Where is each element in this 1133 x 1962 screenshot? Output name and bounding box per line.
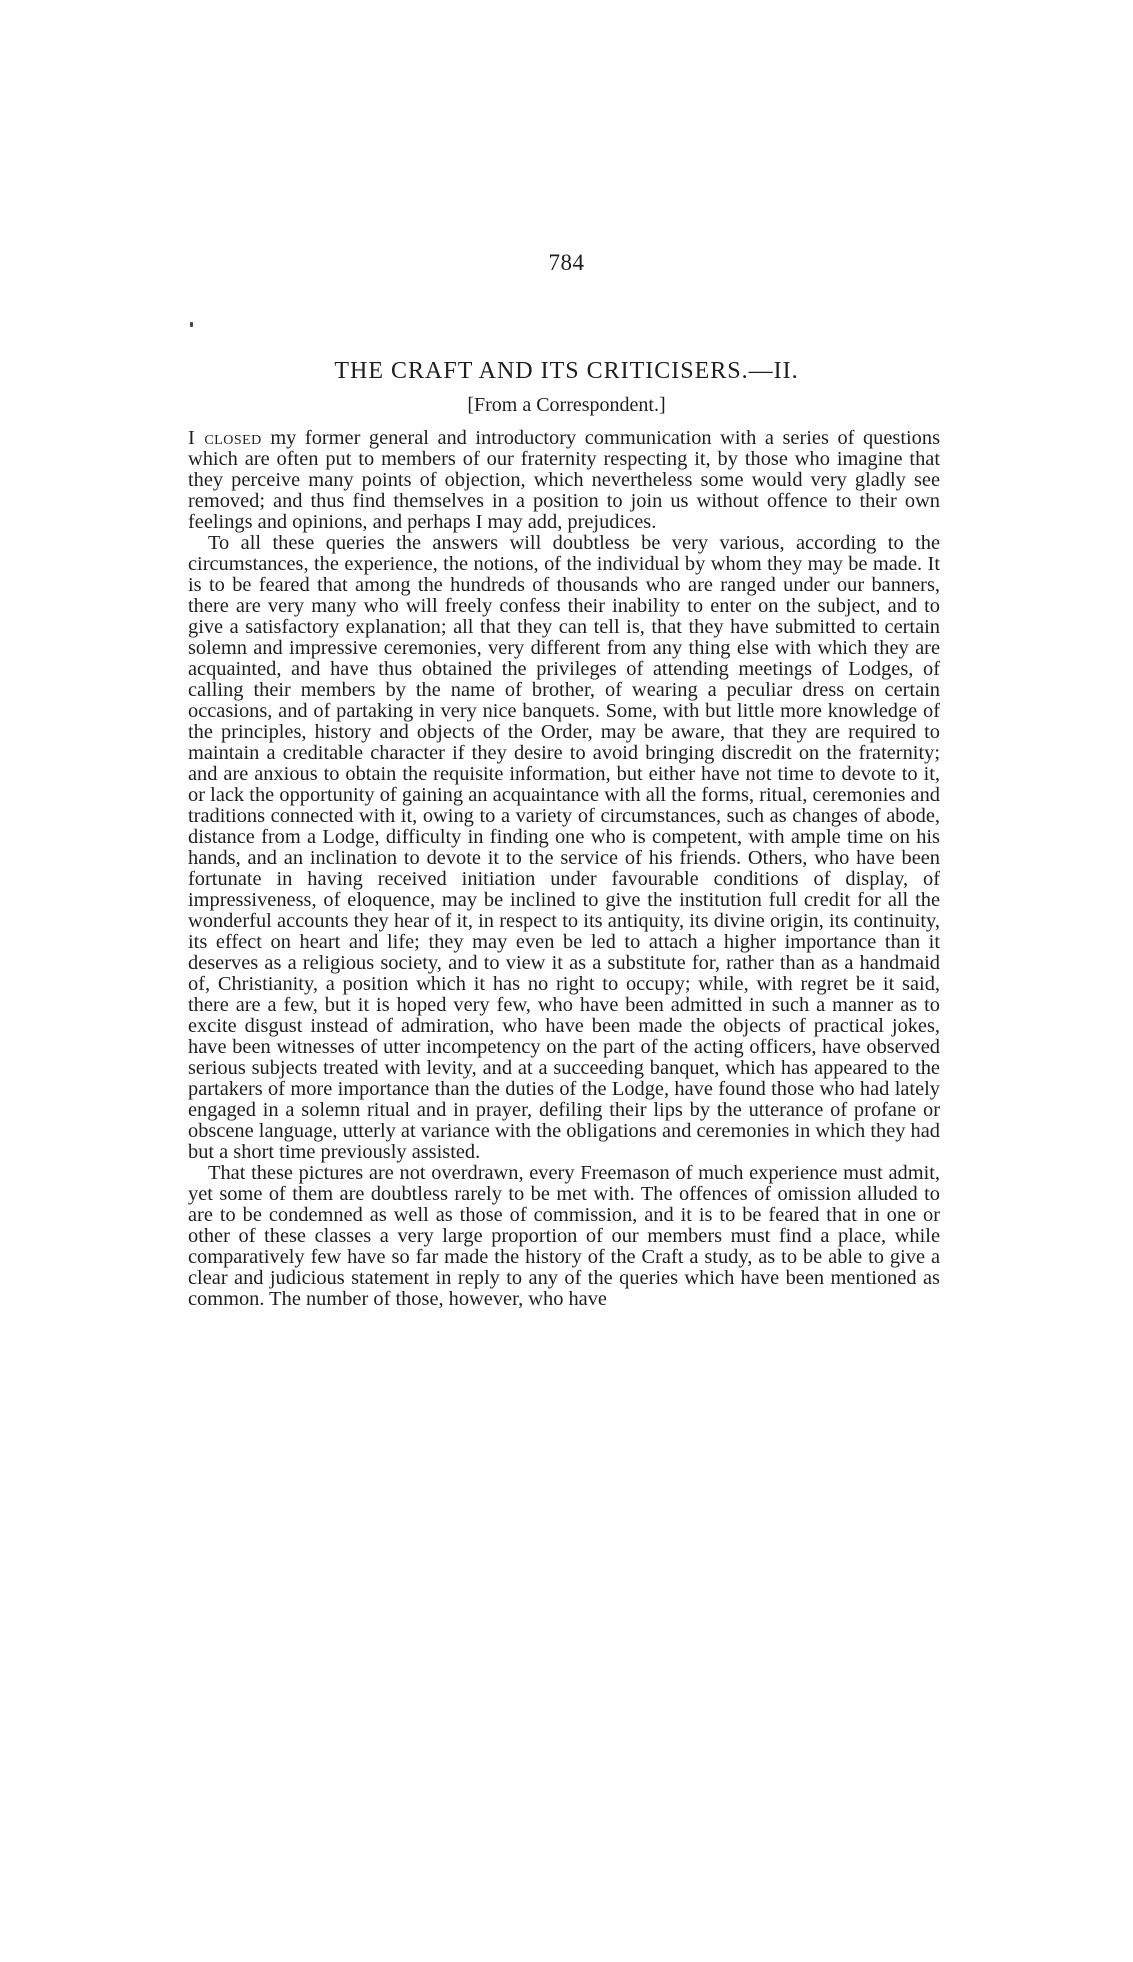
stray-ink-mark: [190, 322, 193, 327]
paragraph-3: [188, 1163, 940, 1310]
page-number: 784: [548, 250, 585, 275]
paragraph-1: [188, 428, 940, 533]
paragraph-text: That these pictures are not overdrawn, every Freemason of much experience must admit, yet some of them are doubtless rarely to be met with. The offences of omission alluded to are to be condemned as well as those of commission, and it is to be feared that in one or other of these classes a very large proportion of our members must find a place, while comparatively few have so far made the history of the Craft a study, as to be able to give a clear and judicious statement in reply to any of the queries which have been mentioned as common. The number of those, however, who have: [188, 1162, 940, 1310]
article-title: THE CRAFT AND ITS CRITICISERS.—II.: [334, 358, 799, 384]
lead-small-caps: I closed: [188, 427, 262, 449]
paragraph-2: [188, 533, 940, 1163]
paragraph-text: To all these queries the answers will doubtless be very various, according to the circumstances, the experience, the notions, of the individual by whom they may be made. It is to be feared that among the hundreds of thousands who are ranged under our banners, there are very many who will freely confess their inability to enter on the subject, and to give a satisfactory explanation; all that they can tell is, that they have submitted to certain solemn and impressive ceremonies, very different from any thing else with which they are acquainted, and have thus obtained the privileges of attending meetings of Lodges, of calling their members by the name of brother, of wearing a peculiar dress on certain occasions, and of partaking in very nice banquets. Some, with but little more knowledge of the principles, history and objects of the Order, may be aware, that they are required to maintain a creditable character if they desire to avoid bringing discredit on the fraternity; and are anxious to obtain the requisite information, but either have not time to devote to it, or lack the opportunity of gaining an acquaintance with all the forms, ritual, ceremonies and traditions connected with it, owing to a variety of circumstances, such as changes of abode, distance from a Lodge, difficulty in finding one who is competent, with ample time on his hands, and an inclination to devote it to the service of his friends. Others, who have been fortunate in having received initiation under favourable conditions of display, of impressiveness, of eloquence, may be inclined to give the institution full credit for all the wonderful accounts they hear of it, in respect to its antiquity, its divine origin, its continuity, its effect on heart and life; they may even be led to attach a higher importance than it deserves as a religious society, and to view it as a substitute for, rather than as a handmaid of, Christianity, a position which it has no right to occupy; while, with regret be it said, there are a few, but it is hoped very few, who have been admitted in such a manner as to excite disgust instead of admiration, who have been made the objects of practical jokes, have been witnesses of utter incompetency on the part of the acting officers, have observed serious subjects treated with levity, and at a succeeding banquet, which has appeared to the partakers of more importance than the duties of the Lodge, have found those who had lately engaged in a solemn ritual and in prayer, defiling their lips by the utterance of profane or obscene language, utterly at variance with the obligations and ceremonies in which they had but a short time previously assisted.: [188, 532, 940, 1163]
paragraph-text: my former general and introductory communication with a series of questions which are often put to members of our fraternity respecting it, by those who imagine that they perceive many points of objection, which nevertheless some would very gladly see removed; and thus find themselves in a position to join us without offence to their own feelings and opinions, and perhaps I may add, prejudices.: [188, 427, 940, 533]
article-body: [188, 428, 940, 1310]
article-byline: [From a Correspondent.]: [467, 394, 666, 416]
